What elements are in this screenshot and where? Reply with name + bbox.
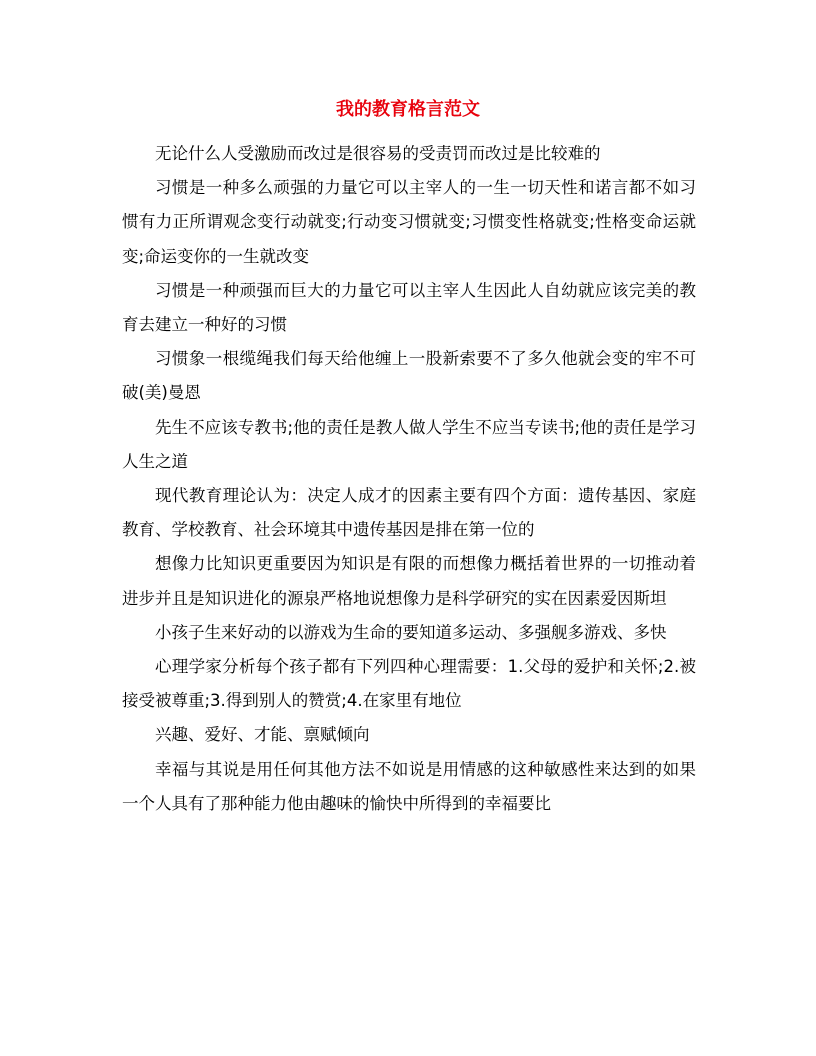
paragraph-4: 习惯象一根缆绳我们每天给他缠上一股新索要不了多久他就会变的牢不可破(美)曼恩 [122, 349, 696, 403]
paragraph-1: 无论什么人受激励而改过是很容易的受责罚而改过是比较难的 [155, 144, 601, 163]
paragraph-11: 幸福与其说是用任何其他方法不如说是用情感的这种敏感性来达到的如果一个人具有了那种能力他由趣味的愉快中所得到的幸福要比 [122, 759, 696, 813]
document-body [122, 137, 696, 821]
paragraph-9: 心理学家分析每个孩子都有下列四种心理需要：1.父母的爱护和关怀;2.被接受被尊重;3.得到别人的赞赏;4.在家里有地位 [122, 657, 696, 711]
paragraph-8: 小孩子生来好动的以游戏为生命的要知道多运动、多强舰多游戏、多快 [155, 622, 667, 642]
paragraph-10: 兴趣、爱好、才能、禀赋倾向 [155, 725, 370, 745]
paragraph-3: 习惯是一种顽强而巨大的力量它可以主宰人生因此人自幼就应该完美的教育去建立一种好的习惯 [122, 280, 696, 335]
document-title: 我的教育格言范文 [336, 99, 480, 120]
paragraph-7: 想像力比知识更重要因为知识是有限的而想像力概括着世界的一切推动着进步并且是知识进化的源泉严格地说想像力是科学研究的实在因素爱因斯坦 [122, 554, 696, 608]
paragraph-5: 先生不应该专教书;他的责任是教人做人学生不应当专读书;他的责任是学习人生之道 [122, 417, 696, 471]
paragraph-6: 现代教育理论认为：决定人成才的因素主要有四个方面：遗传基因、家庭教育、学校教育、社会环境其中遗传基因是排在第一位的 [122, 486, 696, 540]
paragraph-2: 习惯是一种多么顽强的力量它可以主宰人的一生一切天性和诺言都不如习惯有力正所谓观念变行动就变;行动变习惯就变;习惯变性格就变;性格变命运就变;命运变你的一生就改变 [122, 178, 696, 266]
